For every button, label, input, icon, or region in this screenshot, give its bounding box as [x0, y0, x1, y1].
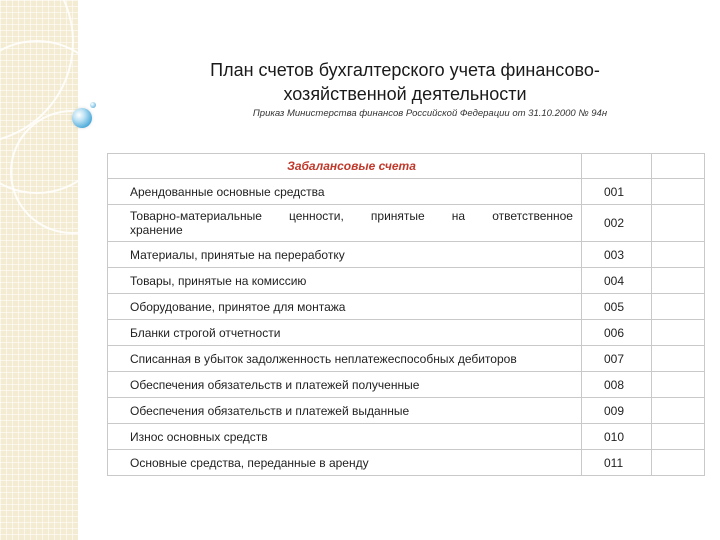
account-code: 008 — [582, 372, 652, 398]
extra-cell — [652, 242, 705, 268]
decorative-orb — [72, 108, 92, 128]
table-row — [108, 398, 705, 424]
account-name: Арендованные основные средства — [108, 179, 582, 205]
account-code: 003 — [582, 242, 652, 268]
name-word: ценности, — [288, 209, 344, 223]
page-title — [150, 58, 660, 106]
title-line-1: План счетов бухгалтерского учета финансово- — [210, 60, 600, 80]
account-code: 004 — [582, 268, 652, 294]
table-row — [108, 294, 705, 320]
table-row — [108, 424, 705, 450]
extra-cell — [652, 154, 705, 179]
name-word: принятые — [370, 209, 425, 223]
account-code: 002 — [582, 205, 652, 242]
table-row — [108, 372, 705, 398]
table-row — [108, 179, 705, 205]
account-name: Обеспечения обязательств и платежей полученные — [108, 372, 582, 398]
account-code: 006 — [582, 320, 652, 346]
extra-cell — [652, 320, 705, 346]
account-code: 001 — [582, 179, 652, 205]
account-code: 010 — [582, 424, 652, 450]
account-code: 009 — [582, 398, 652, 424]
extra-cell — [652, 372, 705, 398]
table-row — [108, 242, 705, 268]
account-code: 011 — [582, 450, 652, 476]
title-line-2: хозяйственной деятельности — [283, 84, 527, 104]
extra-cell — [652, 346, 705, 372]
account-code: 007 — [582, 346, 652, 372]
extra-cell — [652, 294, 705, 320]
table-row — [108, 450, 705, 476]
extra-cell — [652, 179, 705, 205]
extra-cell — [652, 205, 705, 242]
account-name: Основные средства, переданные в аренду — [108, 450, 582, 476]
decorative-orb-small — [90, 102, 96, 108]
table-row — [108, 320, 705, 346]
accounts-table — [107, 153, 705, 476]
header-empty-cell — [582, 154, 652, 179]
extra-cell — [652, 268, 705, 294]
account-name-line-1 — [130, 209, 573, 223]
account-name-line-2: хранение — [130, 223, 183, 237]
table-row — [108, 268, 705, 294]
account-name: Бланки строгой отчетности — [108, 320, 582, 346]
account-name: Оборудование, принятое для монтажа — [108, 294, 582, 320]
table-row — [108, 346, 705, 372]
account-name: Материалы, принятые на переработку — [108, 242, 582, 268]
name-word: на — [451, 209, 466, 223]
account-name — [108, 205, 582, 242]
account-name: Товары, принятые на комиссию — [108, 268, 582, 294]
table-header-row — [108, 154, 705, 179]
account-name: Обеспечения обязательств и платежей выданные — [108, 398, 582, 424]
extra-cell — [652, 424, 705, 450]
name-word: Товарно-материальные — [130, 209, 262, 223]
section-header: Забалансовые счета — [108, 154, 582, 179]
account-code: 005 — [582, 294, 652, 320]
extra-cell — [652, 398, 705, 424]
page-subtitle: Приказ Министерства финансов Российской Федерации от 31.10.2000 № 94н — [252, 108, 608, 119]
account-name: Списанная в убыток задолженность неплатежеспособных дебиторов — [108, 346, 582, 372]
account-name: Износ основных средств — [108, 424, 582, 450]
decorative-side-strip — [0, 0, 78, 540]
name-word: ответственное — [492, 209, 573, 223]
table-row — [108, 205, 705, 242]
extra-cell — [652, 450, 705, 476]
